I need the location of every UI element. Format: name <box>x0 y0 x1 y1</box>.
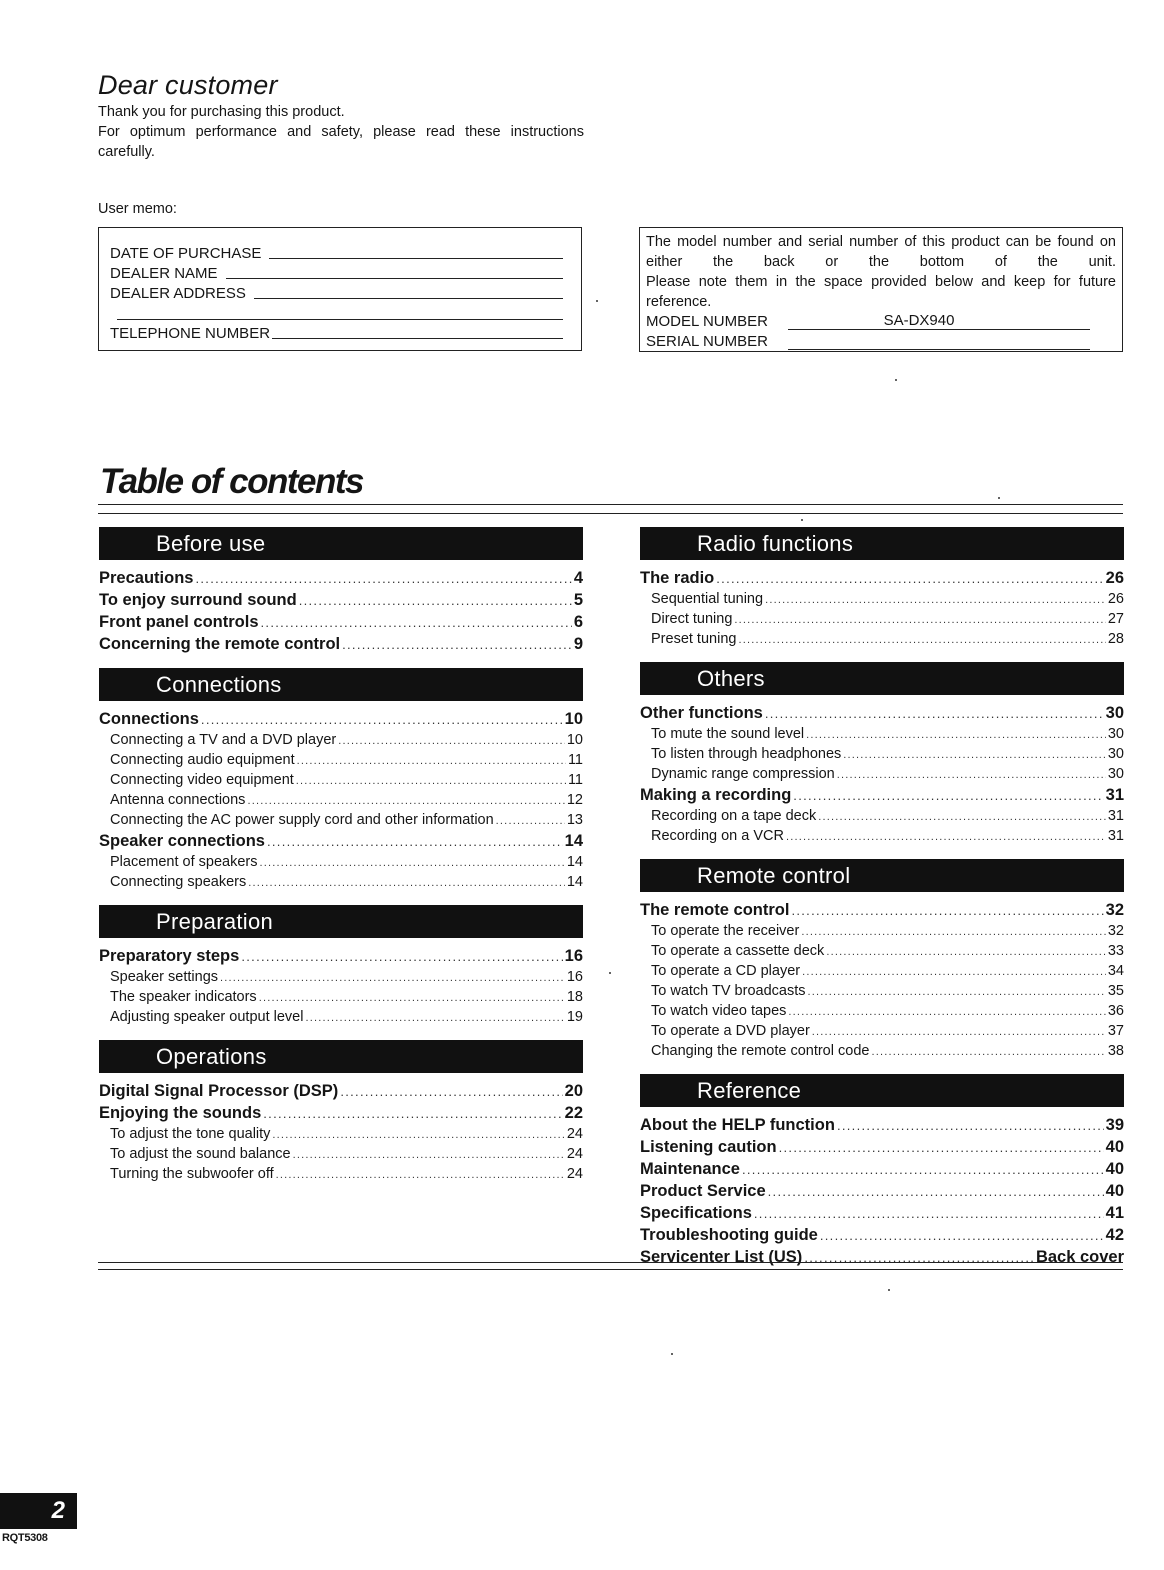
toc-entry-title: To adjust the sound balance <box>110 1146 291 1162</box>
date-of-purchase-line <box>269 258 563 259</box>
toc-entry-page: 30 <box>1107 726 1124 742</box>
dealer-name-line <box>226 278 563 279</box>
toc-dot-leader <box>267 831 563 852</box>
toc-dot-leader <box>299 590 572 611</box>
page-number-tab: 2 <box>0 1493 77 1529</box>
toc-entry-page: 4 <box>573 569 583 587</box>
toc-entry[interactable] <box>640 744 1124 764</box>
toc-dot-leader <box>820 1225 1104 1246</box>
toc-dot-leader <box>248 873 565 892</box>
toc-entry-title: Digital Signal Processor (DSP) <box>99 1082 339 1100</box>
toc-entry-title: Other functions <box>640 704 763 722</box>
toc-dot-leader <box>806 725 1106 744</box>
toc-entry-title: Direct tuning <box>651 611 733 627</box>
toc-section-others <box>640 662 1124 846</box>
toc-entry-page: 14 <box>564 832 583 850</box>
toc-entry[interactable] <box>99 967 583 987</box>
toc-section-heading: Operations <box>99 1040 583 1073</box>
toc-section-preparation <box>99 905 583 1027</box>
toc-entry-title: Connecting video equipment <box>110 772 294 788</box>
toc-entry[interactable] <box>640 941 1124 961</box>
toc-dot-leader <box>837 765 1106 784</box>
toc-entry-page: 22 <box>564 1104 583 1122</box>
toc-entry-title: To operate a cassette deck <box>651 943 825 959</box>
toc-entry-title: Connecting the AC power supply cord and other information <box>110 812 494 828</box>
model-number-row <box>646 312 1116 332</box>
toc-entry[interactable] <box>99 1007 583 1027</box>
toc-dot-leader <box>263 1103 562 1124</box>
toc-entry-title: To watch TV broadcasts <box>651 983 806 999</box>
telephone-row <box>110 322 563 342</box>
toc-entry-title: Dynamic range compression <box>651 766 835 782</box>
toc-entry-title: Recording on a tape deck <box>651 808 817 824</box>
toc-dot-leader <box>765 590 1106 609</box>
user-memo-box <box>98 227 582 351</box>
toc-entry-page: 32 <box>1105 901 1124 919</box>
toc-entry[interactable] <box>99 810 583 830</box>
user-memo-label: User memo: <box>98 201 177 217</box>
toc-entry-page: 38 <box>1107 1043 1124 1059</box>
toc-entry[interactable] <box>99 589 583 611</box>
toc-dot-leader <box>342 634 572 655</box>
toc-section-heading: Radio functions <box>640 527 1124 560</box>
toc-entry-title: The speaker indicators <box>110 989 257 1005</box>
toc-entry-title: Placement of speakers <box>110 854 258 870</box>
toc-dot-leader <box>293 1145 565 1164</box>
toc-dot-leader <box>201 709 563 730</box>
toc-entry-page: 41 <box>1105 1204 1124 1222</box>
toc-entry-page: 14 <box>566 854 583 870</box>
toc-entry[interactable] <box>640 784 1124 806</box>
toc-entry-page: 31 <box>1107 828 1124 844</box>
dealer-address-line <box>254 298 563 299</box>
toc-entry[interactable] <box>640 609 1124 629</box>
toc-dot-leader <box>742 1159 1104 1180</box>
toc-section-heading: Connections <box>99 668 583 701</box>
toc-entry[interactable] <box>640 589 1124 609</box>
toc-entry-page: 12 <box>566 792 583 808</box>
toc-entry-page: 39 <box>1105 1116 1124 1134</box>
toc-dot-leader <box>220 968 565 987</box>
toc-entry-title: Connecting audio equipment <box>110 752 295 768</box>
toc-entry[interactable] <box>99 633 583 655</box>
toc-entry-page: 33 <box>1107 943 1124 959</box>
toc-entry[interactable] <box>640 1021 1124 1041</box>
toc-entry-page: 9 <box>573 635 583 653</box>
toc-entry-list <box>640 899 1124 1061</box>
toc-entry-title: Connecting speakers <box>110 874 247 890</box>
toc-entry[interactable] <box>640 826 1124 846</box>
toc-entry[interactable] <box>640 764 1124 784</box>
toc-entry-title: Product Service <box>640 1182 766 1200</box>
toc-entry-page: 26 <box>1107 591 1124 607</box>
toc-entry[interactable] <box>99 987 583 1007</box>
toc-entry-page: 40 <box>1105 1138 1124 1156</box>
toc-dot-leader <box>272 1125 564 1144</box>
toc-section-remote-control <box>640 859 1124 1061</box>
toc-entry[interactable] <box>99 730 583 750</box>
toc-dot-leader <box>786 827 1106 846</box>
toc-entry-list <box>99 1080 583 1184</box>
toc-entry-title: To adjust the tone quality <box>110 1126 271 1142</box>
toc-entry[interactable] <box>99 611 583 633</box>
toc-entry[interactable] <box>99 750 583 770</box>
serial-number-label: SERIAL NUMBER <box>646 333 768 350</box>
toc-entry-title: The remote control <box>640 901 790 919</box>
toc-entry-page: 14 <box>566 874 583 890</box>
scan-speck <box>801 519 803 521</box>
toc-top-rule-inner <box>98 513 1123 514</box>
toc-section-heading: Reference <box>640 1074 1124 1107</box>
dealer-name-row <box>110 262 563 282</box>
toc-section-radio-functions <box>640 527 1124 649</box>
scan-speck <box>888 1289 890 1291</box>
toc-entry-page: Back cover <box>1035 1248 1124 1266</box>
toc-entry[interactable] <box>640 1001 1124 1021</box>
scan-speck <box>671 1353 673 1355</box>
toc-dot-leader <box>296 771 566 790</box>
toc-entry-page: 36 <box>1107 1003 1124 1019</box>
toc-entry-title: Speaker connections <box>99 832 265 850</box>
toc-entry-page: 31 <box>1105 786 1124 804</box>
intro-text <box>98 102 584 162</box>
toc-entry-title: Troubleshooting guide <box>640 1226 818 1244</box>
toc-entry-title: To operate a CD player <box>651 963 801 979</box>
toc-entry-page: 5 <box>573 591 583 609</box>
toc-entry-title: Adjusting speaker output level <box>110 1009 304 1025</box>
toc-entry[interactable] <box>99 852 583 872</box>
toc-entry-page: 18 <box>566 989 583 1005</box>
toc-entry[interactable] <box>99 1144 583 1164</box>
toc-entry[interactable] <box>640 567 1124 589</box>
toc-entry[interactable] <box>640 1180 1124 1202</box>
toc-dot-leader <box>837 1115 1104 1136</box>
dealer-address-label: DEALER ADDRESS <box>110 285 246 302</box>
model-info-text: The model number and serial number of this product can be found on either the back or the bottom of the unit. <box>646 234 1116 270</box>
toc-entry-title: Specifications <box>640 1204 752 1222</box>
model-note-text: Please note them in the space provided below and keep for future reference. <box>646 274 1116 310</box>
toc-entry-title: Maintenance <box>640 1160 740 1178</box>
toc-dot-leader <box>804 1247 1034 1268</box>
toc-title: Table of contents <box>100 462 363 501</box>
toc-entry-list <box>640 567 1124 649</box>
toc-entry[interactable] <box>640 806 1124 826</box>
toc-entry-page: 28 <box>1107 631 1124 647</box>
toc-entry-title: Recording on a VCR <box>651 828 784 844</box>
toc-dot-leader <box>812 1022 1106 1041</box>
toc-entry-page: 27 <box>1107 611 1124 627</box>
toc-entry[interactable] <box>640 1136 1124 1158</box>
toc-dot-leader <box>261 612 572 633</box>
toc-entry[interactable] <box>640 1246 1124 1268</box>
toc-entry[interactable] <box>99 830 583 852</box>
date-of-purchase-label: DATE OF PURCHASE <box>110 245 262 262</box>
toc-entry-title: Connections <box>99 710 199 728</box>
toc-dot-leader <box>716 568 1103 589</box>
toc-dot-leader <box>801 922 1106 941</box>
toc-entry-title: Enjoying the sounds <box>99 1104 262 1122</box>
toc-entry-page: 26 <box>1105 569 1124 587</box>
toc-dot-leader <box>871 1042 1105 1061</box>
toc-entry[interactable] <box>640 981 1124 1001</box>
toc-dot-leader <box>779 1137 1104 1158</box>
telephone-line <box>272 338 563 339</box>
toc-dot-leader <box>802 962 1106 981</box>
toc-entry-page: 13 <box>566 812 583 828</box>
toc-entry-title: Precautions <box>99 569 194 587</box>
toc-section-heading: Before use <box>99 527 583 560</box>
toc-entry-title: To operate a DVD player <box>651 1023 810 1039</box>
date-of-purchase-row <box>110 242 563 262</box>
toc-entry[interactable] <box>640 629 1124 649</box>
toc-entry-title: Speaker settings <box>110 969 219 985</box>
toc-entry-title: To listen through headphones <box>651 746 842 762</box>
toc-entry-title: Connecting a TV and a DVD player <box>110 732 337 748</box>
toc-dot-leader <box>793 785 1103 806</box>
toc-dot-leader <box>260 853 565 872</box>
toc-entry[interactable] <box>640 921 1124 941</box>
toc-entry[interactable] <box>640 961 1124 981</box>
model-serial-box <box>639 227 1123 352</box>
toc-entry[interactable] <box>99 945 583 967</box>
toc-dot-leader <box>496 811 565 830</box>
toc-dot-leader <box>338 731 565 750</box>
toc-entry-page: 30 <box>1105 704 1124 722</box>
toc-entry-page: 31 <box>1107 808 1124 824</box>
toc-entry-title: Antenna connections <box>110 792 246 808</box>
toc-entry-title: To operate the receiver <box>651 923 800 939</box>
toc-entry[interactable] <box>640 1114 1124 1136</box>
scan-speck <box>609 972 611 974</box>
toc-entry-title: To watch video tapes <box>651 1003 787 1019</box>
dealer-address-second-line <box>117 319 563 320</box>
toc-entry-page: 6 <box>573 613 583 631</box>
toc-entry-title: Preparatory steps <box>99 947 240 965</box>
toc-entry-list <box>99 945 583 1027</box>
toc-entry[interactable] <box>99 1124 583 1144</box>
scan-speck <box>596 300 598 302</box>
toc-entry-list <box>99 708 583 892</box>
toc-entry-page: 40 <box>1105 1182 1124 1200</box>
scan-speck <box>998 497 1000 499</box>
toc-entry-page: 35 <box>1107 983 1124 999</box>
thanks-text: Thank you for purchasing this product. <box>98 104 345 120</box>
toc-entry-page: 11 <box>567 772 583 788</box>
toc-entry-title: Sequential tuning <box>651 591 764 607</box>
toc-entry[interactable] <box>99 790 583 810</box>
toc-dot-leader <box>259 988 565 1007</box>
toc-section-reference <box>640 1074 1124 1268</box>
toc-dot-leader <box>765 703 1104 724</box>
toc-right-column <box>640 527 1124 1268</box>
toc-entry-title: The radio <box>640 569 715 587</box>
toc-entry-list <box>640 1114 1124 1268</box>
toc-entry-page: 16 <box>564 947 583 965</box>
toc-entry-page: 10 <box>564 710 583 728</box>
document-code: RQT5308 <box>2 1532 48 1544</box>
dealer-name-label: DEALER NAME <box>110 265 218 282</box>
toc-entry-title: Front panel controls <box>99 613 259 631</box>
toc-entry[interactable] <box>640 1202 1124 1224</box>
toc-entry[interactable] <box>640 1158 1124 1180</box>
toc-dot-leader <box>734 610 1105 629</box>
toc-entry[interactable] <box>99 770 583 790</box>
toc-bottom-rule <box>98 1262 1123 1263</box>
toc-entry[interactable] <box>640 702 1124 724</box>
toc-entry-title: Servicenter List (US) <box>640 1248 803 1266</box>
dealer-address-row <box>110 282 563 302</box>
model-number-label: MODEL NUMBER <box>646 313 768 330</box>
toc-entry-page: 24 <box>566 1146 583 1162</box>
toc-entry[interactable] <box>99 1080 583 1102</box>
toc-entry-page: 42 <box>1105 1226 1124 1244</box>
toc-entry-page: 20 <box>564 1082 583 1100</box>
toc-entry-page: 34 <box>1107 963 1124 979</box>
toc-entry-title: To mute the sound level <box>651 726 805 742</box>
toc-dot-leader <box>826 942 1106 961</box>
toc-bottom-rule-inner <box>98 1269 1123 1270</box>
toc-entry-title: Turning the subwoofer off <box>110 1166 274 1182</box>
toc-entry[interactable] <box>99 1102 583 1124</box>
serial-number-row <box>646 332 1116 352</box>
toc-entry-title: To enjoy surround sound <box>99 591 297 609</box>
serial-number-line <box>788 332 1090 350</box>
toc-dot-leader <box>297 751 566 770</box>
toc-entry-page: 37 <box>1107 1023 1124 1039</box>
toc-dot-leader <box>340 1081 562 1102</box>
toc-entry-title: Concerning the remote control <box>99 635 341 653</box>
toc-dot-leader <box>788 1002 1105 1021</box>
toc-entry[interactable] <box>640 899 1124 921</box>
toc-section-heading: Preparation <box>99 905 583 938</box>
toc-left-column <box>99 527 583 1184</box>
toc-entry-title: Changing the remote control code <box>651 1043 870 1059</box>
toc-top-rule <box>98 504 1123 505</box>
toc-entry[interactable] <box>99 872 583 892</box>
toc-section-connections <box>99 668 583 892</box>
toc-entry-page: 24 <box>566 1166 583 1182</box>
toc-entry-page: 19 <box>566 1009 583 1025</box>
toc-entry[interactable] <box>640 724 1124 744</box>
toc-section-before-use <box>99 527 583 655</box>
toc-section-heading: Remote control <box>640 859 1124 892</box>
toc-entry-page: 16 <box>566 969 583 985</box>
toc-dot-leader <box>276 1165 565 1184</box>
toc-dot-leader <box>754 1203 1104 1224</box>
toc-dot-leader <box>738 630 1105 649</box>
dear-customer-title: Dear customer <box>98 70 278 100</box>
toc-dot-leader <box>818 807 1106 826</box>
toc-entry-list <box>99 567 583 655</box>
toc-entry-title: Preset tuning <box>651 631 737 647</box>
toc-dot-leader <box>768 1181 1104 1202</box>
toc-entry[interactable] <box>99 567 583 589</box>
model-number-value: SA-DX940 <box>788 312 1090 330</box>
toc-entry-page: 32 <box>1107 923 1124 939</box>
toc-dot-leader <box>195 568 571 589</box>
toc-entry-page: 40 <box>1105 1160 1124 1178</box>
toc-entry-page: 24 <box>566 1126 583 1142</box>
toc-entry-page: 10 <box>566 732 583 748</box>
advice-text: For optimum performance and safety, please read these instructions carefully. <box>98 124 584 160</box>
toc-dot-leader <box>807 982 1105 1001</box>
toc-dot-leader <box>791 900 1103 921</box>
scan-speck <box>895 379 897 381</box>
toc-dot-leader <box>843 745 1106 764</box>
toc-entry-page: 30 <box>1107 766 1124 782</box>
telephone-label: TELEPHONE NUMBER <box>110 325 271 342</box>
toc-section-operations <box>99 1040 583 1184</box>
toc-entry[interactable] <box>640 1041 1124 1061</box>
toc-entry-page: 30 <box>1107 746 1124 762</box>
toc-entry[interactable] <box>640 1224 1124 1246</box>
toc-entry-page: 11 <box>567 752 583 768</box>
toc-entry-title: Listening caution <box>640 1138 777 1156</box>
toc-entry[interactable] <box>99 1164 583 1184</box>
toc-entry-title: About the HELP function <box>640 1116 835 1134</box>
toc-dot-leader <box>241 946 562 967</box>
toc-dot-leader <box>305 1008 564 1027</box>
toc-entry[interactable] <box>99 708 583 730</box>
toc-section-heading: Others <box>640 662 1124 695</box>
toc-entry-list <box>640 702 1124 846</box>
toc-entry-title: Making a recording <box>640 786 792 804</box>
toc-dot-leader <box>247 791 564 810</box>
